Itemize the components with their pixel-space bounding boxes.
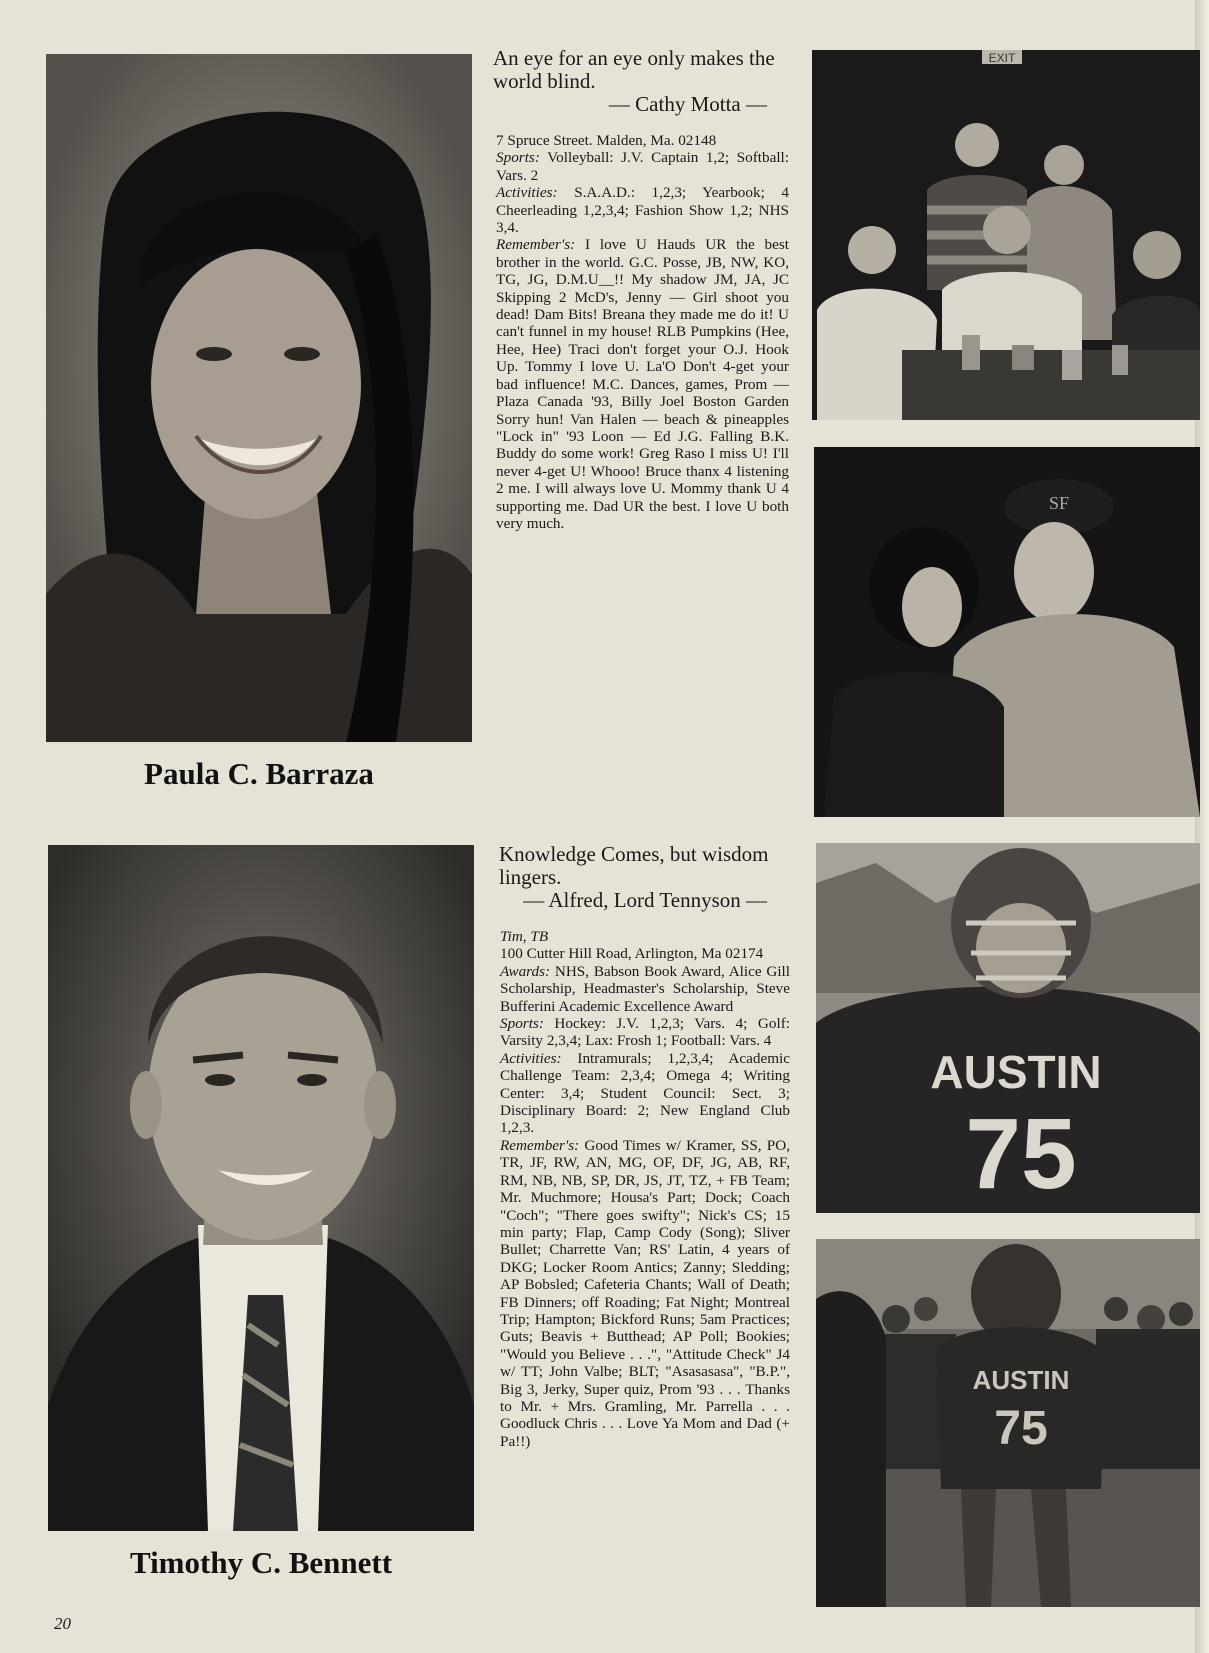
senior-quote bbox=[493, 47, 793, 116]
bio-entry: Activities: Intramurals; 1,2,3,4; Academic Challenge Team: 2,3,4; Omega 4; Writing Center: 3,4; Student Council: Sect. 3; Disciplinary Board: 2; New England Club 1,2,3. bbox=[500, 1049, 790, 1137]
cap-logo-text: SF bbox=[1048, 493, 1070, 513]
student-name: Timothy C. Bennett bbox=[129, 1545, 393, 1580]
bio-entry: Remember's: I love U Hauds UR the best brother in the world. G.C. Posse, JB, NW, KO, TG, JG, D.M.U__!! My shadow JM, JA, JC Skipping 2 McD's, Jenny — Girl shoot you dead! Dam Bits! Breana they made me do it! U can't funnel in my house! RLB Pumpkins (Hee, Hee, Hee) Traci don't forget your O.J. Hook Up. Tommy I love U. La'O Don't 4-get your bad influence! M.C. Dances, games, Prom — Plaza Canada '93, Billy Joel Boston Garden Sorry hun! Van Halen — beach & pineapples "Lock in" '93 Loon — Ed J.G. Falling B.K. Buddy do some work! Greg Raso I miss U! I'll never 4-get U! Whooo! Bruce thanx 4 listening 2 me. I will always love U. Mommy thank U 4 supporting me. Dad UR the best. I love U both very much. bbox=[496, 236, 789, 532]
portrait-timothy bbox=[48, 845, 474, 1531]
exit-sign-text: EXIT bbox=[988, 51, 1016, 65]
candid-photo-couple bbox=[814, 447, 1200, 817]
quote-author: — Alfred, Lord Tennyson — bbox=[523, 888, 767, 912]
quote-author: — Cathy Motta — bbox=[608, 92, 767, 116]
bio-entry: Activities: S.A.A.D.: 1,2,3; Yearbook; 4 Cheerleading 1,2,3,4; Fashion Show 1,2; NHS 3,4. bbox=[496, 184, 789, 237]
candid-photo-group-dinner bbox=[812, 50, 1200, 420]
candid-photo-football-sideline bbox=[816, 1239, 1200, 1607]
bio-entry: Awards: NHS, Babson Book Award, Alice Gill Scholarship, Headmaster's Scholarship, Steve Bufferini Academic Excellence Award bbox=[500, 962, 790, 1015]
bio-entry: Sports: Volleyball: J.V. Captain 1,2; Softball: Vars. 2 bbox=[496, 149, 789, 184]
quote-text: Knowledge Comes, but wisdom lingers. bbox=[499, 842, 769, 889]
quote-text: An eye for an eye only makes the world blind. bbox=[493, 46, 775, 93]
student-bio bbox=[500, 928, 790, 1450]
student-bio bbox=[496, 132, 789, 532]
bio-entry: Sports: Hockey: J.V. 1,2,3; Vars. 4; Golf: Varsity 2,3,4; Lax: Frosh 1; Football: Vars. 4 bbox=[500, 1015, 790, 1050]
jersey2-number-text: 75 bbox=[994, 1402, 1048, 1455]
bio-entry: Tim, TB bbox=[500, 928, 549, 945]
page-number: 20 bbox=[54, 1614, 71, 1633]
portrait-paula bbox=[46, 54, 472, 742]
jersey-name-text: AUSTIN bbox=[930, 1046, 1102, 1098]
candid-photo-football-closeup bbox=[816, 843, 1200, 1213]
jersey2-name-text: AUSTIN bbox=[972, 1365, 1070, 1395]
student-name: Paula C. Barraza bbox=[144, 756, 374, 791]
bio-entry: 100 Cutter Hill Road, Arlington, Ma 02174 bbox=[500, 945, 764, 963]
jersey-number-text: 75 bbox=[965, 1098, 1077, 1210]
senior-quote bbox=[499, 843, 793, 912]
bio-entry: 7 Spruce Street. Malden, Ma. 02148 bbox=[496, 132, 717, 149]
bio-entry: Remember's: Good Times w/ Kramer, SS, PO, TR, JF, RW, AN, MG, OF, DF, JG, AB, RF, RM, NB, NB, SP, DR, JS, JT, TZ, + FB Team; Mr. Muchmore; Housa's Part; Dock; Coach "Coch"; "There goes swifty"; Nick's CS; 15 min party; Flap, Camp Cody (Song); Sliver Bullet; Charrette Van; RS' Latin, 4 years of DKG; Locker Room Antics; Zanny; Sledding; AP Bobsled; Cafeteria Chants; Wall of Death; FB Dinners; off Roading; Fat Night; Montreal Trip; Hampton; Bickford Runs; 5am Practices; Guts; Beavis + Butthead; AP Poll; Bookies; "Would you Believe . . .", "Attitude Check" J4 w/ TT; John Valbe; BLT; "Asasasasa", "B.P.", Big 3, Jerky, Super quiz, Prom '93 . . . Thanks to Mr. + Mrs. Gramling, Mr. Parrella . . . Goodluck Chris . . . Love Ya Mom and Dad (+ Pa!!) bbox=[500, 1136, 790, 1450]
